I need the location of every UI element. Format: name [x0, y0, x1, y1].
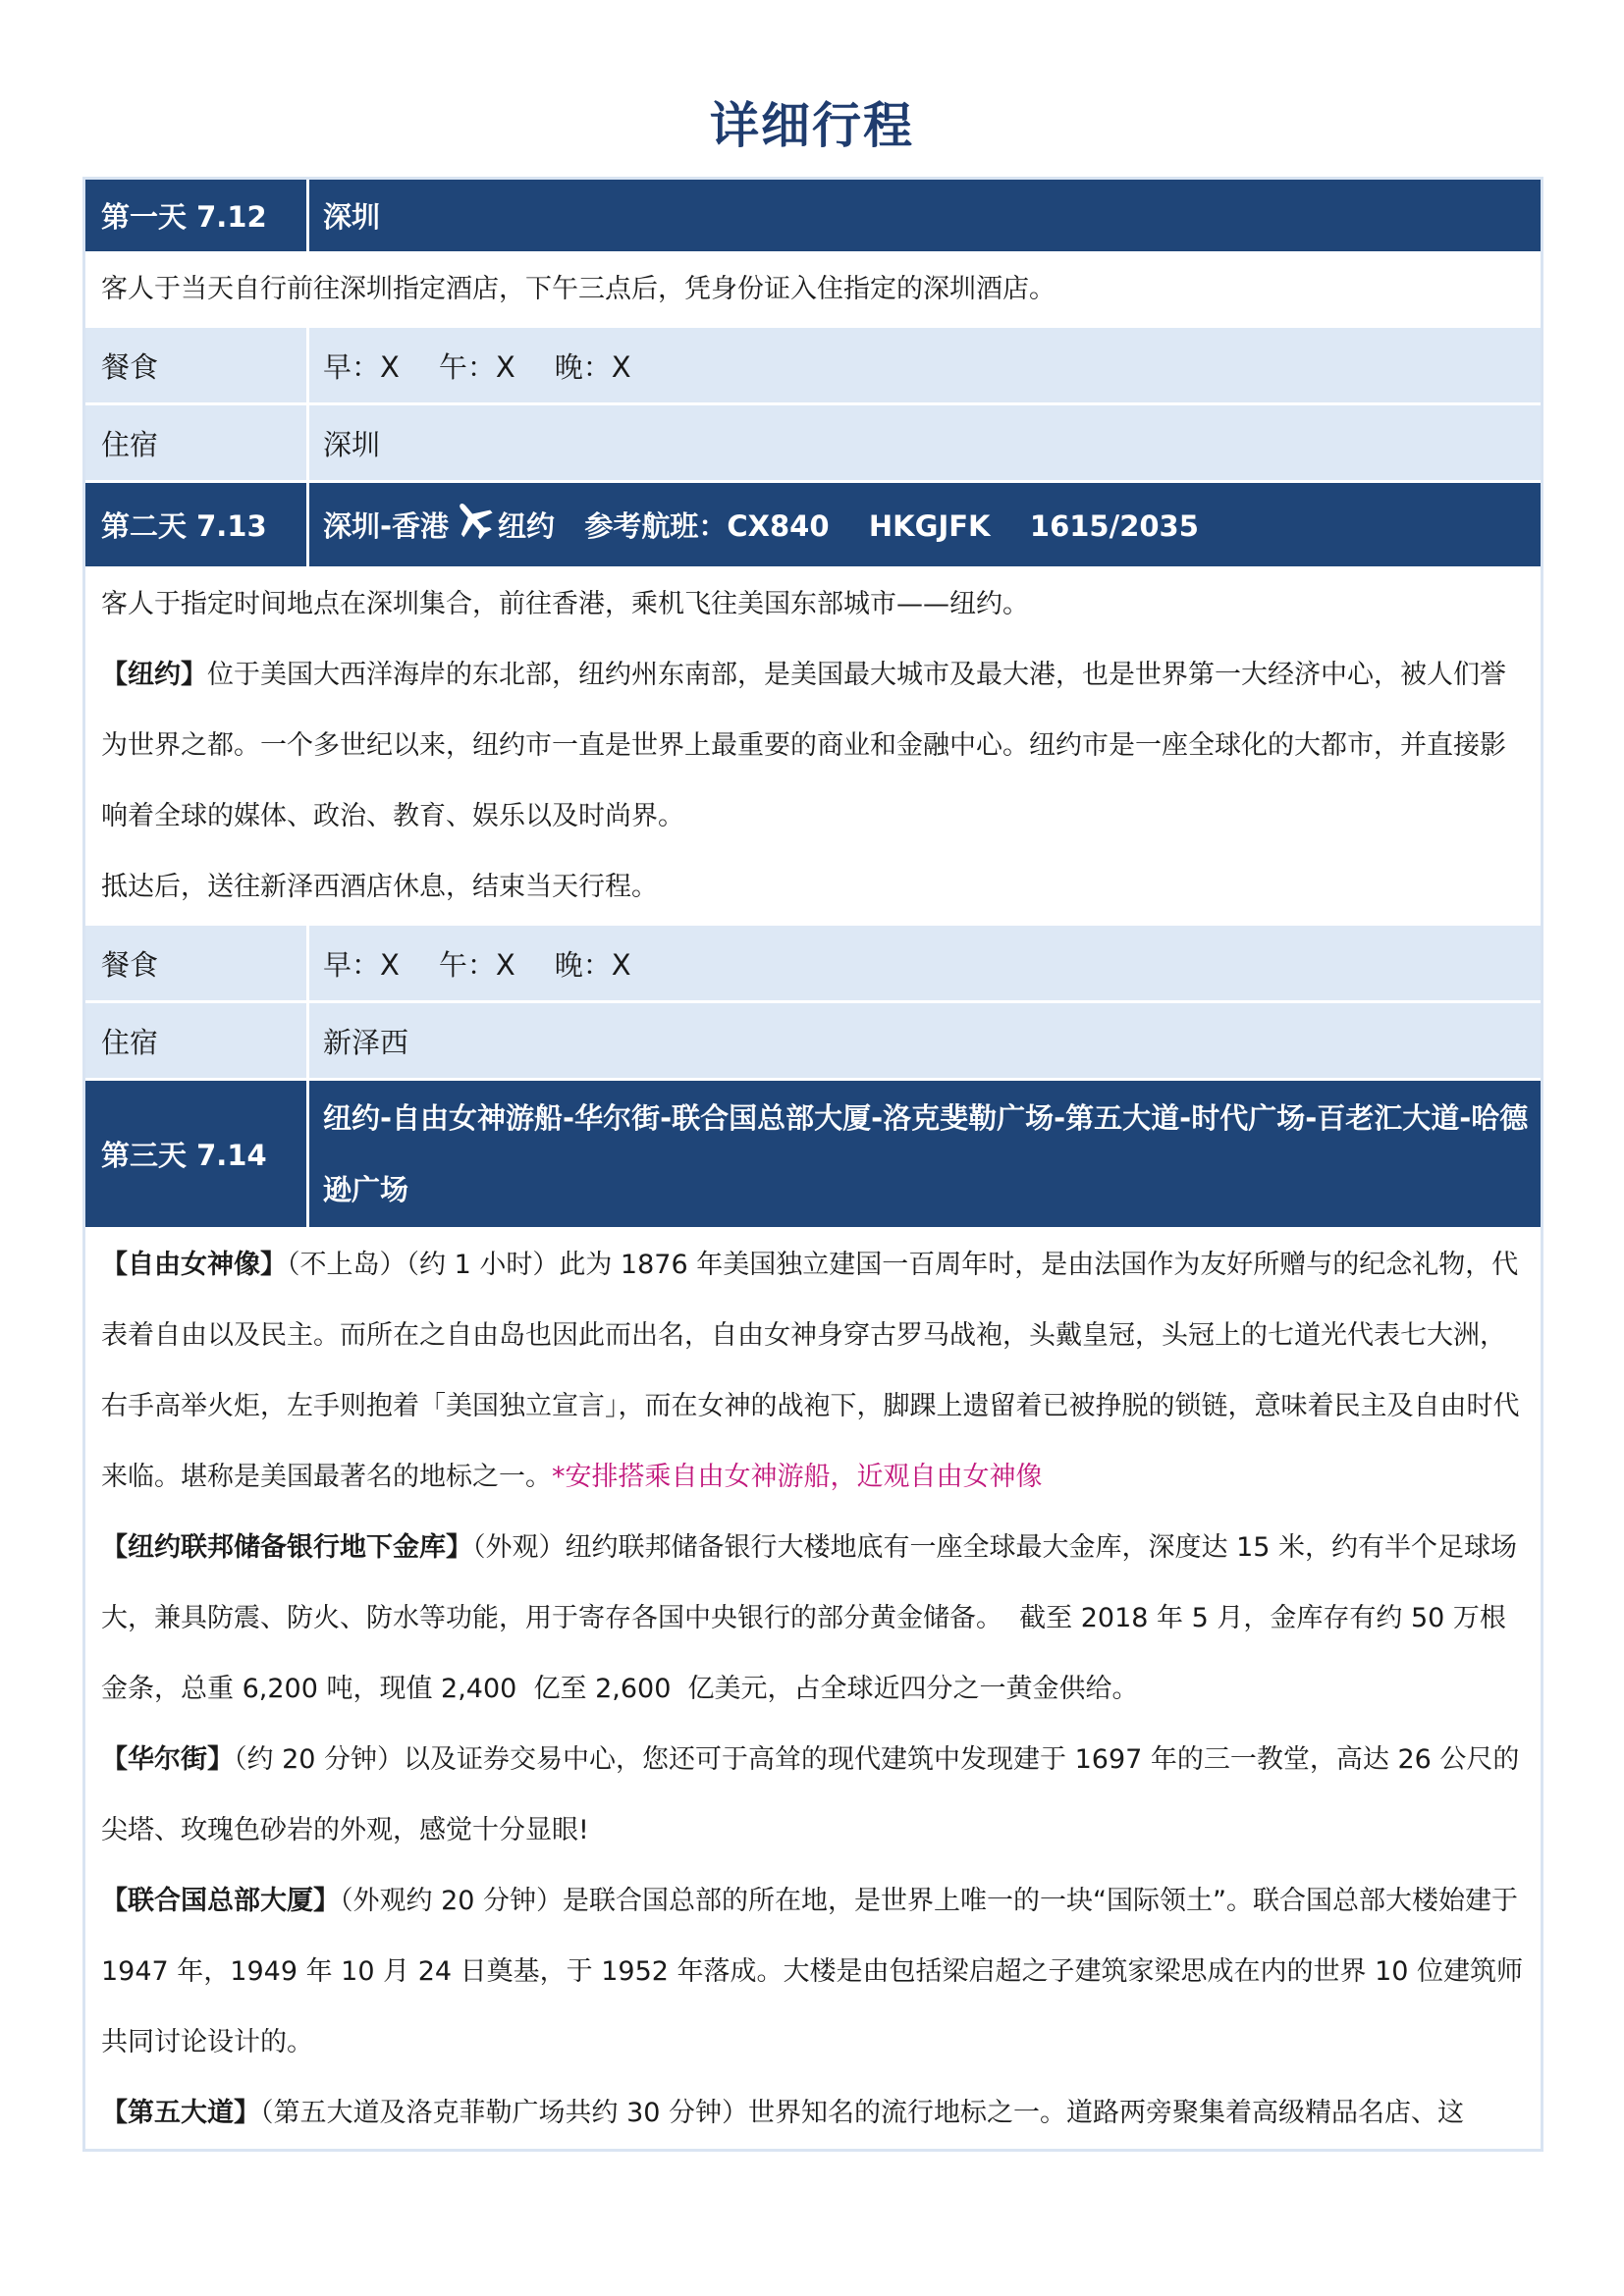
day2-p3: 抵达后，送往新泽西酒店休息，结束当天行程。	[101, 872, 658, 902]
day3-item-2-tag: 【华尔街】	[101, 1744, 234, 1775]
day3-item-2	[101, 1725, 1525, 1866]
day2-p1: 客人于指定时间地点在深圳集合，前往香港，乘机飞往美国东部城市——纽约。	[101, 589, 1029, 619]
day3-header	[85, 1081, 1541, 1230]
lunch-value: 午：X	[438, 349, 515, 384]
day2-description	[85, 569, 1541, 926]
day2-meal-values	[309, 926, 1541, 1000]
day3-item-0	[101, 1230, 1525, 1513]
day3-item-1	[101, 1513, 1525, 1725]
day1-meal-values	[309, 328, 1541, 402]
day2-stay-value: 新泽西	[323, 1025, 409, 1059]
day2-meal-label: 餐食	[85, 926, 309, 1000]
breakfast-value: 早：X	[323, 349, 400, 384]
dinner-value: 晚：X	[554, 947, 631, 982]
day2-meals-row	[85, 926, 1541, 1003]
day3-item-4-tag: 【第五大道】	[101, 2098, 260, 2128]
day1-description	[85, 254, 1541, 328]
day1-label: 第一天 7.12	[85, 180, 309, 251]
day3-item-0-tag: 【自由女神像】	[101, 1250, 287, 1280]
day3-item-3	[101, 1866, 1525, 2078]
day1-meal-label: 餐食	[85, 328, 309, 402]
day2-header	[85, 483, 1541, 569]
day1-meals-row	[85, 328, 1541, 405]
day2-route	[309, 483, 1541, 566]
airplane-icon	[451, 497, 496, 542]
day2-p2-tag: 【纽约】	[101, 660, 207, 690]
day1-stay-row	[85, 405, 1541, 483]
day2-p2-text: 位于美国大西洋海岸的东北部，纽约州东南部，是美国最大城市及最大港，也是世界第一大经济中心，被人们誉为世界之都。一个多世纪以来，纽约市一直是世界上最重要的商业和金融中心。纽约市是一座全球化的大都市，并直接影响着全球的媒体、政治、教育、娱乐以及时尚界。	[101, 660, 1506, 831]
day2-stay-label: 住宿	[85, 1003, 309, 1078]
itinerary-table	[82, 177, 1543, 2152]
day1-desc-text: 客人于当天自行前往深圳指定酒店，下午三点后，凭身份证入住指定的深圳酒店。	[101, 274, 1056, 304]
day3-route: 纽约-自由女神游船-华尔街-联合国总部大厦-洛克斐勒广场-第五大道-时代广场-百老汇大道-哈德逊广场	[323, 1100, 1529, 1206]
day2-route-part-b: 纽约 参考航班：CX840 HKGJFK 1615/2035	[498, 509, 1199, 543]
day3-item-1-text: （外观）纽约联邦储备银行大楼地底有一座全球最大金库，深度达 15 米，约有半个足球场大，兼具防震、防火、防水等功能，用于寄存各国中央银行的部分黄金储备。 截至 2018 年 5 月，金库存有约 50 万根金条，总重 6,200 吨，现值 2,400 亿至 2,600 亿美元，占全球近四分之一黄金供给。	[101, 1532, 1518, 1704]
day3-item-3-text: （外观约 20 分钟）是联合国总部的所在地，是世界上唯一的一块“国际领土”。联合国总部大楼始建于 1947 年，1949 年 10 月 24 日奠基，于 1952 年落成。大楼是由包括梁启超之子建筑家梁思成在内的世界 10 位建筑师共同讨论设计的。	[101, 1886, 1524, 2057]
day3-item-1-tag: 【纽约联邦储备银行地下金库】	[101, 1532, 472, 1563]
day1-route: 深圳	[323, 200, 381, 234]
day3-item-0-highlight: *安排搭乘自由女神游船，近观自由女神像	[552, 1462, 1043, 1492]
day3-item-4	[101, 2078, 1525, 2149]
day3-description	[85, 1230, 1541, 2149]
dinner-value: 晚：X	[554, 349, 631, 384]
day1-stay-value: 深圳	[323, 427, 381, 461]
day2-label: 第二天 7.13	[85, 483, 309, 566]
day2-p2	[101, 640, 1525, 852]
day3-item-3-tag: 【联合国总部大厦】	[101, 1886, 340, 1916]
day3-label: 第三天 7.14	[85, 1081, 309, 1227]
breakfast-value: 早：X	[323, 947, 400, 982]
day3-item-2-text: （约 20 分钟）以及证券交易中心，您还可于高耸的现代建筑中发现建于 1697 年的三一教堂，高达 26 公尺的尖塔、玫瑰色砂岩的外观，感觉十分显眼!	[101, 1744, 1520, 1845]
day2-stay-row	[85, 1003, 1541, 1081]
page-title: 详细行程	[710, 97, 914, 154]
lunch-value: 午：X	[438, 947, 515, 982]
day3-item-4-text: （第五大道及洛克菲勒广场共约 30 分钟）世界知名的流行地标之一。道路两旁聚集着高级精品名店、这	[260, 2098, 1465, 2128]
day3-item-0-text: （不上岛）（约 1 小时）此为 1876 年美国独立建国一百周年时，是由法国作为友好所赠与的纪念礼物，代表着自由以及民主。而所在之自由岛也因此而出名，自由女神身穿古罗马战袍，头戴皇冠，头冠上的七道光代表七大洲，右手高举火炬，左手则抱着「美国独立宣言」，而在女神的战袍下，脚踝上遗留着已被挣脱的锁链，意味着民主及自由时代来临。堪称是美国最著名的地标之一。	[101, 1250, 1520, 1492]
day1-header	[85, 180, 1541, 254]
day2-route-part-a: 深圳-香港	[323, 509, 450, 543]
day1-stay-label: 住宿	[85, 405, 309, 480]
